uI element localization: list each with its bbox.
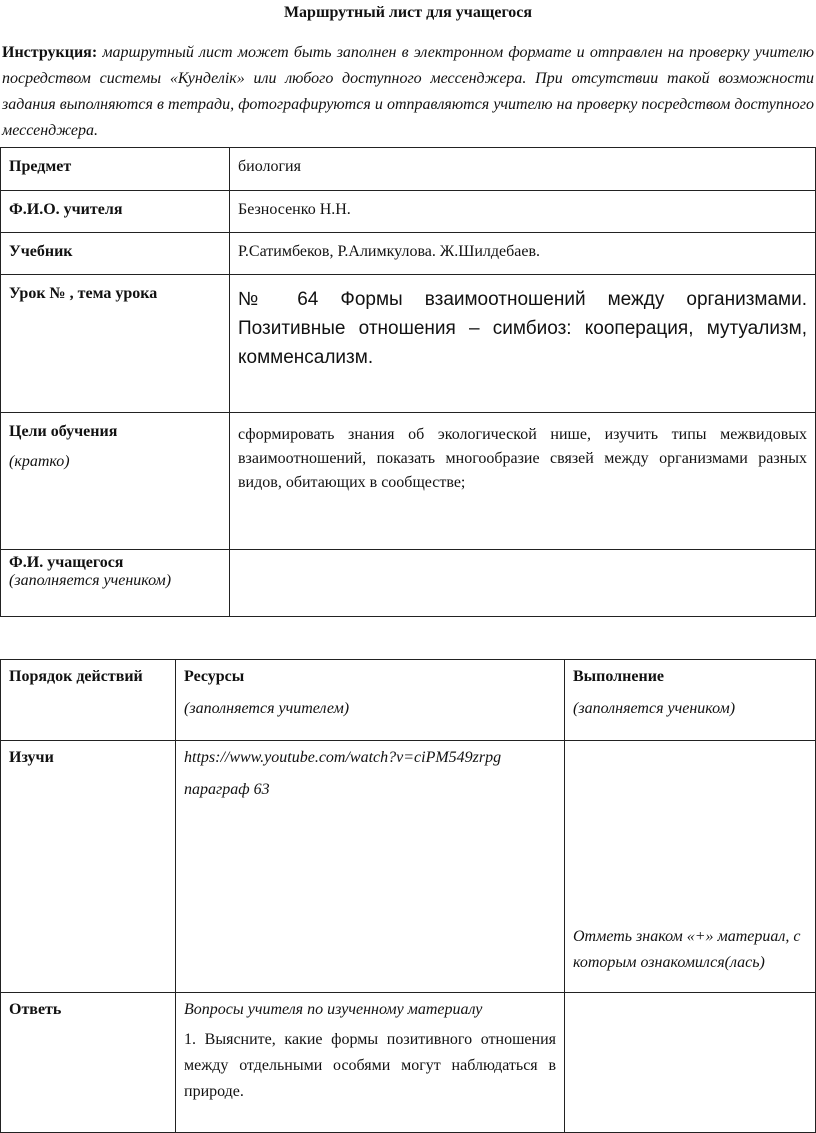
answer-action: Ответь: [1, 993, 176, 1133]
student-sublabel: (заполняется учеником): [9, 572, 172, 589]
col-actions-header: Порядок действий: [1, 660, 176, 741]
study-action: Изучи: [1, 741, 176, 993]
subject-row: [1, 148, 816, 191]
student-label: Ф.И. учащегося: [9, 554, 124, 571]
page-title: Маршрутный лист для учащегося: [283, 4, 533, 21]
col-resources-header: [176, 660, 565, 741]
textbook-value[interactable]: Р.Сатимбеков, Р.Алимкулова. Ж.Шилдебаев.: [230, 233, 816, 275]
lesson-value: № 64 Формы взаимоотношений между организмами. Позитивные отношения – симбиоз: кооперация, мутуализм, комменсализм.: [238, 289, 807, 368]
study-row: [1, 741, 816, 993]
teacher-row: [1, 191, 816, 233]
goals-value: сформировать знания об экологической нише, изучить типы межвидовых взаимоотношений, показать многообразие связей между организмами разных видов, обитающих в сообществе;: [238, 426, 807, 491]
goals-label: Цели обучения: [9, 423, 118, 440]
student-row: [1, 550, 816, 617]
lesson-value-cell[interactable]: [230, 275, 816, 413]
instruction-paragraph: [2, 40, 814, 144]
teacher-value[interactable]: Безносенко Н.Н.: [230, 191, 816, 233]
goals-sublabel: (кратко): [9, 453, 70, 470]
answer-resources: [176, 993, 565, 1133]
paragraph-reference: параграф 63: [184, 781, 270, 798]
questions-heading: Вопросы учителя по изученному материалу: [184, 1001, 483, 1018]
instruction-label: Инструкция:: [2, 44, 98, 61]
textbook-row: [1, 233, 816, 275]
answer-execution-field[interactable]: [565, 993, 816, 1133]
resources-header: Ресурсы: [184, 668, 245, 685]
subject-label: Предмет: [1, 148, 230, 191]
lesson-label: Урок № , тема урока: [1, 275, 230, 413]
teacher-label: Ф.И.О. учителя: [1, 191, 230, 233]
goals-label-cell: [1, 413, 230, 550]
execution-header: Выполнение: [573, 668, 665, 685]
video-link[interactable]: https://www.youtube.com/watch?v=ciPM549zrpg: [184, 749, 502, 766]
subject-value[interactable]: биология: [230, 148, 816, 191]
actions-table: [0, 659, 816, 1133]
study-resources: [176, 741, 565, 993]
resources-subheader: (заполняется учителем): [184, 700, 350, 717]
lesson-row: [1, 275, 816, 413]
goals-value-cell[interactable]: [230, 413, 816, 550]
col-execution-header: [565, 660, 816, 741]
question-1: 1. Выясните, какие формы позитивного отношения между отдельными особями могут наблюдаться в природе.: [184, 1031, 556, 1100]
answer-row: [1, 993, 816, 1133]
study-execution-hint: Отметь знаком «+» материал, с которым ознакомился(лась): [573, 928, 801, 971]
instruction-text: маршрутный лист может быть заполнен в электронном формате и отправлен на проверку учителю посредством системы «Кунделік» или любого доступного мессенджера. При отсутствии такой возможности задания выполняются в тетради, фотографируются и отправляются учителю на проверку посредством доступного мессенджера.: [2, 44, 815, 139]
textbook-label: Учебник: [1, 233, 230, 275]
student-label-cell: [1, 550, 230, 617]
goals-row: [1, 413, 816, 550]
study-execution-cell[interactable]: [565, 741, 816, 993]
actions-header-row: [1, 660, 816, 741]
info-table: [0, 147, 816, 617]
execution-subheader: (заполняется учеником): [573, 700, 736, 717]
student-name-field[interactable]: [230, 550, 816, 617]
